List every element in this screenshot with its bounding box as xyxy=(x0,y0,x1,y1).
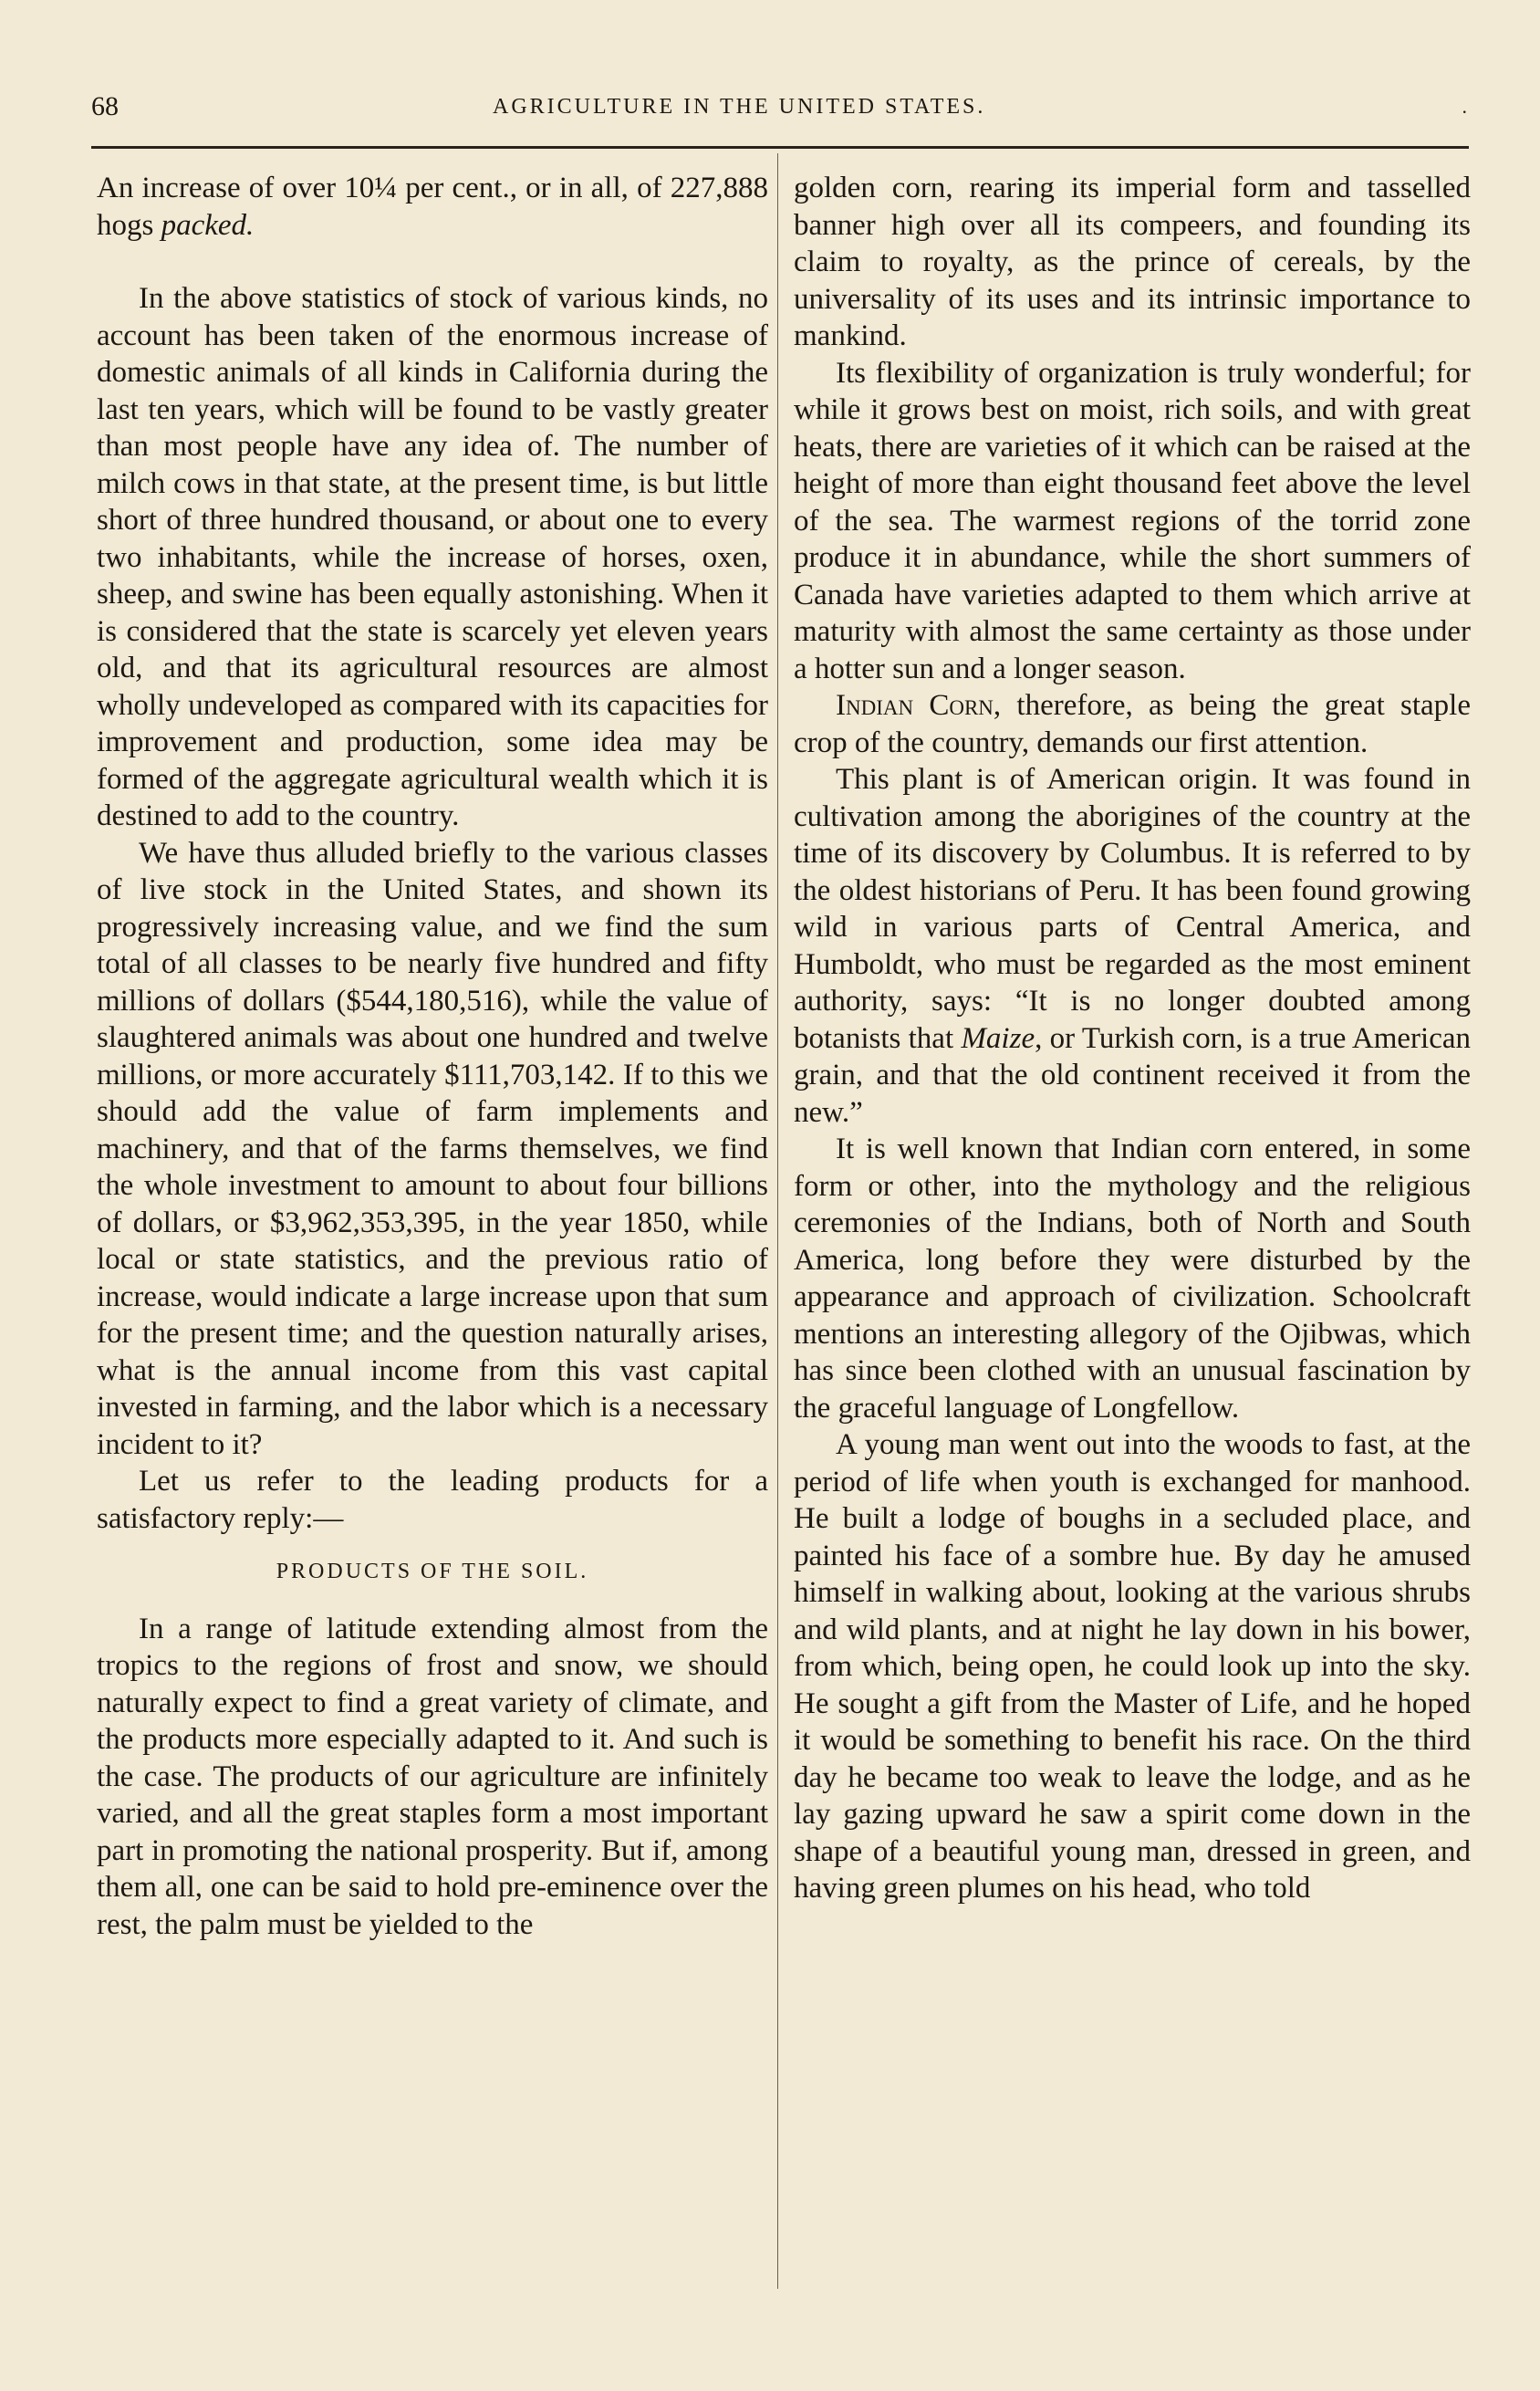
paragraph-text: , therefore, as being the great staple crop of the country, demands our first attention. xyxy=(794,689,1471,759)
paragraph: Its flexibility of organization is truly wonderful; for while it grows best on moist, rich soils, and with great heats, there are varieties of it which can be raised at the height of more than eight thousand feet above the level of the sea. The warmest regions of the torrid zone produce it in abundance, while the short summers of Canada have varieties adapted to them which arrive at maturity with almost the same certainty as those under a hotter sun and a longer season. xyxy=(794,356,1471,685)
right-column xyxy=(794,170,1471,1907)
paragraph-text: This plant is of American origin. It was found in cultivation among the aborigines of the country at the time of its discovery by Columbus. It is referred to by the oldest historians of Peru. It has been found growing wild in various parts of Central America, and Humboldt, who must be regarded as the most eminent authority, says: “It is no longer doubted among botanists that xyxy=(794,763,1471,1055)
column-divider xyxy=(777,153,778,2289)
paragraph: In a range of latitude extending almost from the tropics to the regions of frost and snow, we should naturally expect to find a great variety of climate, and the products more especially adapted to it. And such is the case. The products of our agriculture are infinitely varied, and all the great staples form a most important part in promoting the national prosperity. But if, among them all, one can be said to hold pre-eminence over the rest, the palm must be yielded to the xyxy=(97,1612,768,1941)
paragraph: A young man went out into the woods to fast, at the period of life when youth is exchanged for manhood. He built a lodge of boughs in a secluded place, and painted his face of a sombre hue. By day he amused himself in walking about, looking at the various shrubs and wild plants, and at night he lay down in his bower, from which, being open, he could look up into the sky. He sought a gift from the Master of Life, and he hoped it would be something to benefit his race. On the third day he became too weak to leave the lodge, and as he lay gazing upward he saw a spirit come down in the shape of a beautiful young man, dressed in green, and having green plumes on his head, who told xyxy=(794,1428,1471,1905)
italic-word: packed. xyxy=(161,208,255,242)
paragraph: In the above statistics of stock of various kinds, no account has been taken of the enormous increase of domestic animals of all kinds in California during the last ten years, which will be found to be vastly greater than most people have any idea of. The number of milch cows in that state, at the present time, is but little short of three hundred thousand, or about one to every two inhabitants, while the increase of horses, oxen, sheep, and swine has been equally astonishing. When it is considered that the state is scarcely yet eleven years old, and that its agricultural resources are almost wholly undeveloped as compared with its capacities for improvement and production, some idea may be formed of the aggregate agricultural wealth which it is destined to add to the country. xyxy=(97,282,768,832)
header-mark: . xyxy=(1462,95,1469,118)
page-number: 68 xyxy=(91,91,119,121)
left-column xyxy=(97,170,768,1943)
paragraph xyxy=(794,761,1471,1131)
page-header xyxy=(91,91,1469,128)
paragraph: Let us refer to the leading products for a satisfactory reply:— xyxy=(97,1465,768,1535)
small-caps-term: Indian Corn xyxy=(836,689,994,722)
paragraph-text: An increase of over 10¼ per cent., or in all, of 227,888 hogs xyxy=(97,172,768,242)
paragraph xyxy=(97,170,768,244)
italic-word: Maize xyxy=(961,1021,1035,1055)
header-rule xyxy=(91,146,1469,149)
paragraph: golden corn, rearing its imperial form and tasselled banner high over all its compeers, and founding its claim to royalty, as the prince of cereals, by the universality of its uses and its intrinsic importance to mankind. xyxy=(794,172,1471,352)
section-heading: PRODUCTS OF THE SOIL. xyxy=(276,1560,589,1583)
paragraph: It is well known that Indian corn entered, in some form or other, into the mythology and the religious ceremonies of the Indians, both of North and South America, long before they were disturbed by the appearance and approach of civilization. Schoolcraft mentions an interesting allegory of the Ojibwas, which has since been clothed with an unusual fascination by the graceful language of Longfellow. xyxy=(794,1133,1471,1425)
running-title: AGRICULTURE IN THE UNITED STATES. xyxy=(493,95,986,119)
paragraph-text: , or Turkish corn, is a true American grain, and that the old continent received it from the new.” xyxy=(794,1021,1471,1129)
paragraph xyxy=(794,687,1471,761)
paragraph: We have thus alluded briefly to the various classes of live stock in the United States, and shown its progressively increasing value, and we find the sum total of all classes to be nearly five hundred and fifty millions of dollars ($544,180,516), while the value of slaughtered animals was about one hundred and twelve millions, or more accurately $111,703,142. If to this we should add the value of farm implements and machinery, and that of the farms themselves, we find the whole investment to amount to about four billions of dollars, or $3,962,353,395, in the year 1850, while local or state statistics, and the previous ratio of increase, would indicate a large increase upon that sum for the present time; and the question naturally arises, what is the annual income from this vast capital invested in farming, and the labor which is a necessary incident to it? xyxy=(97,836,768,1461)
